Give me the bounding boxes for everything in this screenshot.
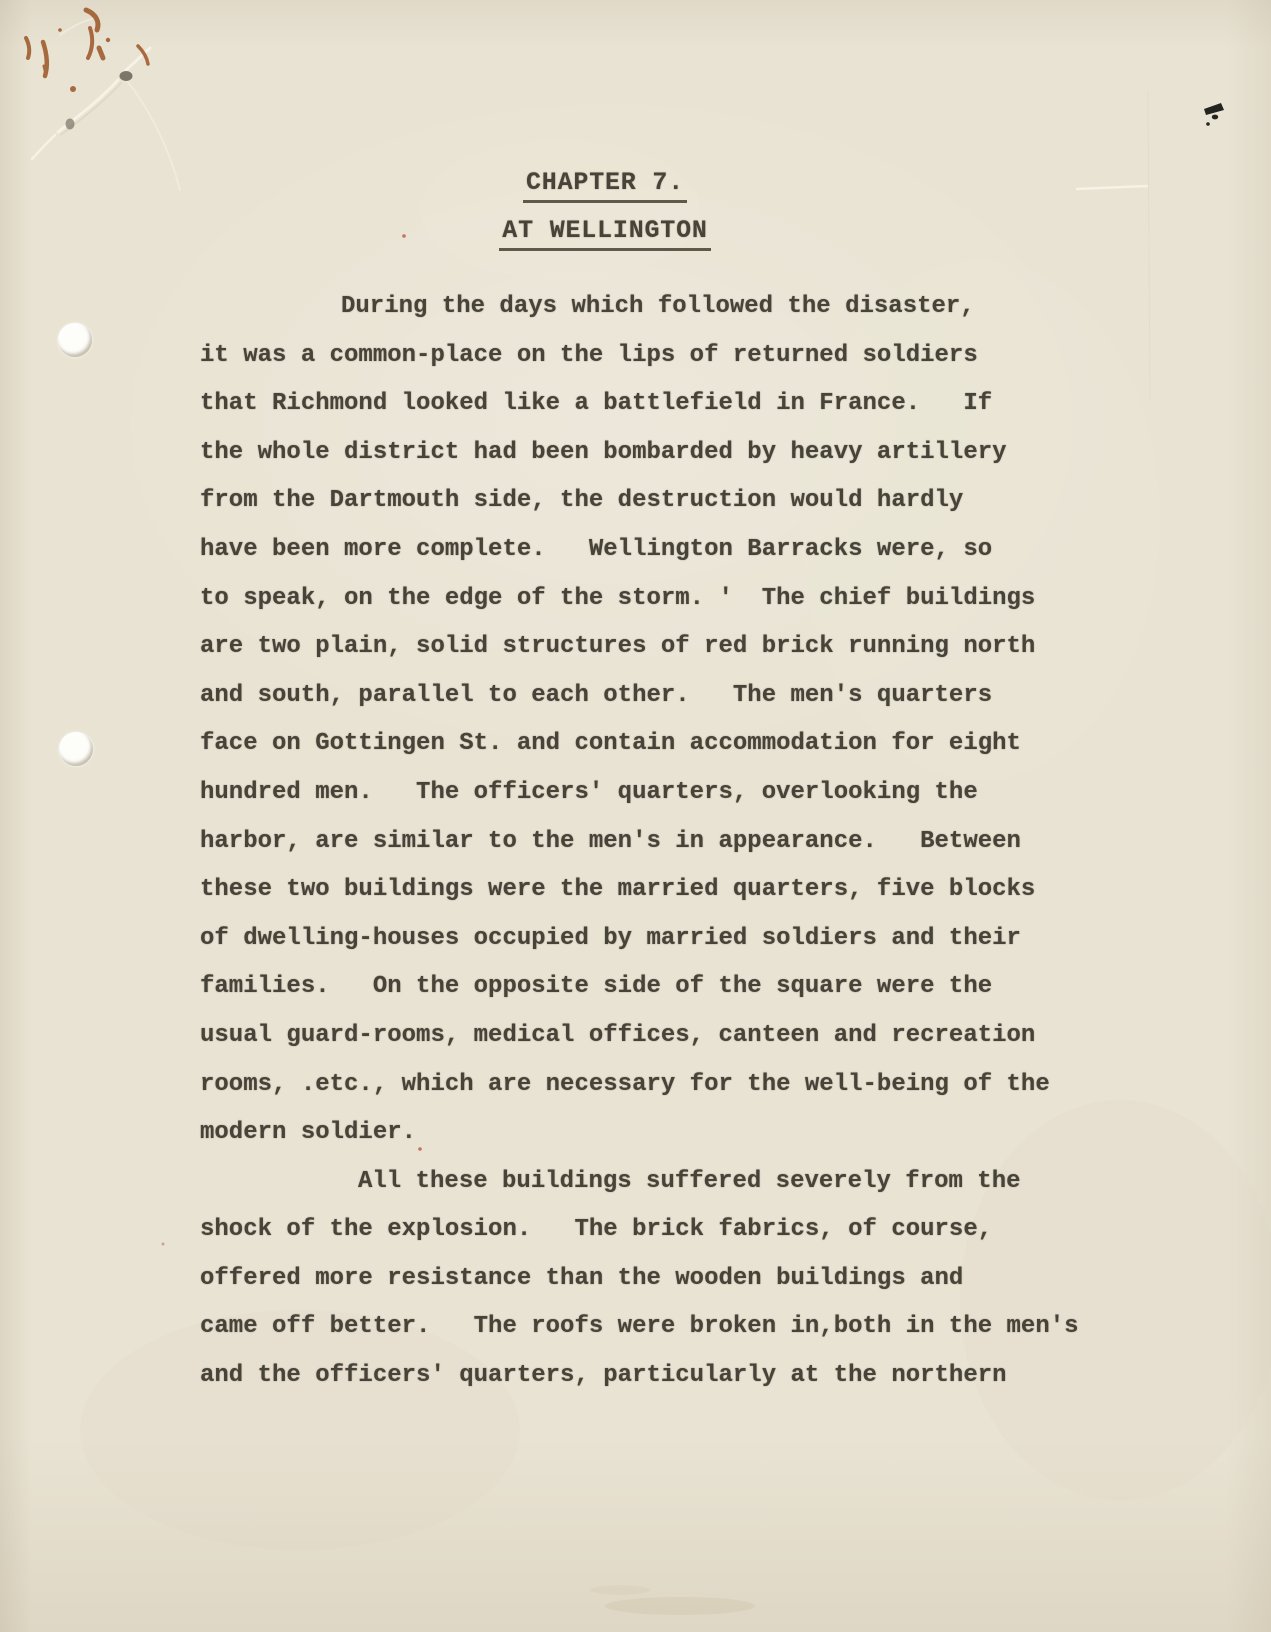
smudges [590,1585,755,1615]
text-line: modern soldier. [200,1119,417,1147]
text-line: face on Gottingen St. and contain accommodation for eight [200,730,1021,758]
hole-punch-top [58,323,92,357]
text-line: offered more resistance than the wooden buildings and [200,1264,964,1292]
text-line: are two plain, solid structures of red brick running north [200,633,1036,661]
chapter-header [200,170,1010,251]
text-line: to speak, on the edge of the storm. ' The chief buildings [200,584,1036,612]
text-line: All these buildings suffered severely from the [358,1167,1021,1195]
dark-spots [66,71,133,130]
text-line: of dwelling-houses occupied by married soldiers and their [200,924,1021,952]
text-line: that Richmond looked like a battlefield in France. If [200,390,993,418]
text-line: the whole district had been bombarded by heavy artillery [200,438,1007,466]
text-line: During the days which followed the disaster, [341,293,975,320]
text-line: and the officers' quarters, particularly at the northern [200,1362,1007,1390]
ink-blot [1204,103,1224,126]
text-line: families. On the opposite side of the square were the [200,973,993,1001]
text-line: harbor, are similar to the men's in appearance. Between [200,827,1021,855]
text-line: rooms, .etc., which are necessary for the well-being of the [200,1070,1050,1098]
text-line: it was a common-place on the lips of returned soldiers [200,341,978,369]
paragraph-2 [200,1158,1120,1401]
chapter-title: CHAPTER 7. [523,170,687,203]
text-line: these two buildings were the married quarters, five blocks [200,876,1036,904]
document-body [200,283,1120,1401]
text-line: have been more complete. Wellington Barracks were, so [200,535,993,563]
rust-stains [26,10,148,92]
text-line: came off better. The roofs were broken in,both in the men's [200,1313,1079,1341]
chapter-subtitle: AT WELLINGTON [499,218,710,251]
hole-punch-bottom [59,732,93,766]
text-line: hundred men. The officers' quarters, overlooking the [200,778,978,806]
crease-marks [32,18,180,190]
paragraph-1 [200,283,1120,1158]
text-line: from the Dartmouth side, the destruction would hardly [200,487,964,515]
text-line: shock of the explosion. The brick fabrics, of course, [200,1216,993,1244]
text-line: usual guard-rooms, medical offices, canteen and recreation [200,1021,1036,1049]
text-line: and south, parallel to each other. The men's quarters [200,681,993,709]
